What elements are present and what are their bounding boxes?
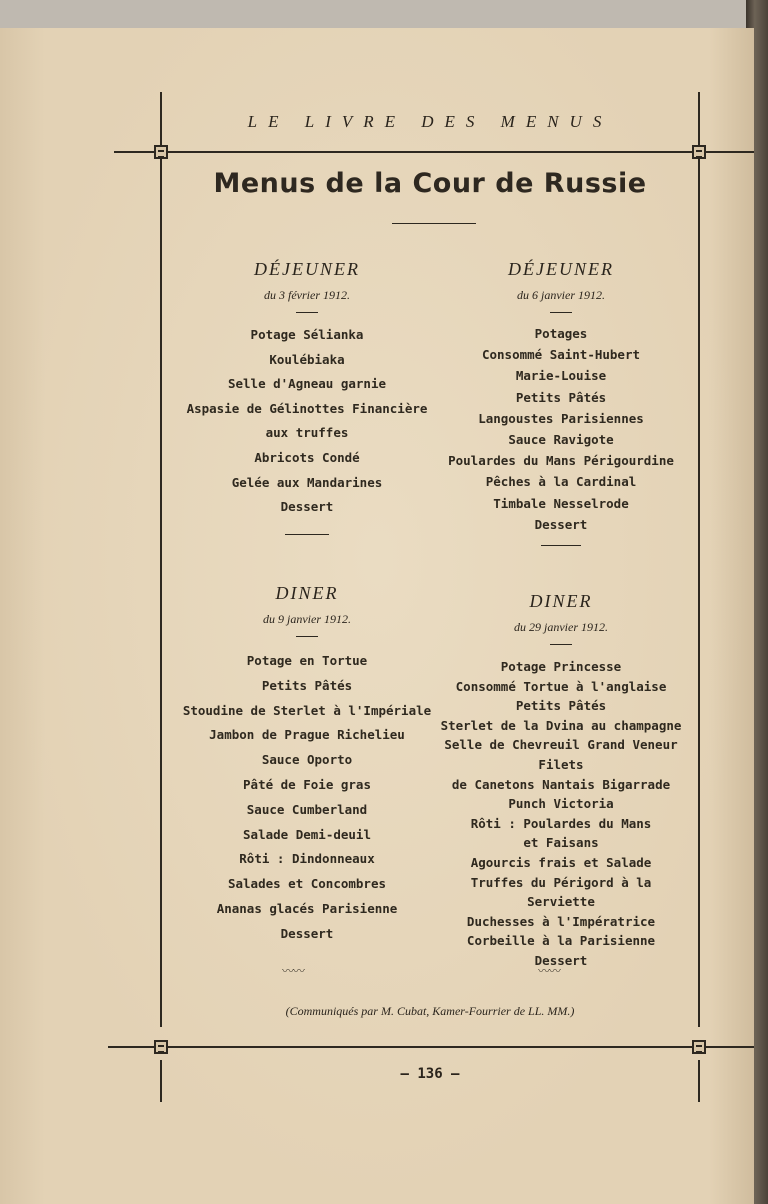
dish-item: Sauce Ravigote [508, 432, 614, 448]
dish-item: Dessert [280, 499, 334, 515]
menu-dejeuner-6-janvier [436, 258, 686, 546]
ornament-bottom-left-icon [154, 1040, 168, 1054]
dish-item: Petits Pâtés [261, 677, 353, 693]
dish-item: et Faisans [523, 835, 599, 851]
wavy-ornament-right-icon: 〰〰 [538, 964, 561, 978]
frame-right-rule [698, 92, 700, 1027]
ornament-bottom-right-icon [692, 1040, 706, 1054]
dish-item: Filets [538, 756, 584, 772]
dish-item: Petits Pâtés [515, 698, 607, 714]
dish-item: Potage Princesse [500, 659, 622, 674]
dish-item: Selle de Chevreuil Grand Veneur [444, 737, 678, 753]
dish-item: Duchesses à l'Impératrice [466, 913, 656, 929]
meal-title: DINER [529, 591, 593, 611]
dish-list [182, 649, 432, 947]
date-rule [296, 312, 318, 313]
wavy-ornament-left-icon: 〰〰 [282, 964, 305, 978]
date-rule [550, 312, 572, 313]
meal-title: DÉJEUNER [254, 259, 360, 279]
dish-item: de Canetons Nantais Bigarrade [451, 776, 671, 792]
menu-dejeuner-3-fevrier [182, 258, 432, 535]
scan-background [0, 0, 768, 28]
dish-item: Pêches à la Cardinal [485, 474, 637, 490]
dish-item: Marie-Louise [515, 368, 607, 384]
meal-date: du 9 janvier 1912. [263, 612, 351, 626]
dish-item: Abricots Condé [254, 449, 360, 465]
dish-item: Timbale Nesselrode [493, 495, 629, 511]
meal-title: DÉJEUNER [508, 259, 614, 279]
dish-list [436, 657, 686, 971]
dish-item: Rôti : Poulardes du Mans [470, 815, 652, 831]
dish-item: Sauce Oporto [261, 752, 353, 768]
meal-date: du 3 février 1912. [264, 288, 350, 302]
meal-date: du 6 janvier 1912. [517, 288, 605, 302]
dish-item: Consommé Saint-Hubert [481, 347, 641, 363]
dish-item: Poulardes du Mans Périgourdine [448, 453, 674, 469]
date-rule [296, 636, 318, 637]
page-number: — 136 — [400, 1066, 460, 1082]
dish-item: Dessert [280, 925, 334, 941]
menu-end-rule [541, 545, 581, 546]
title-underline [392, 223, 476, 224]
dish-item: Ananas glacés Parisienne [216, 900, 398, 916]
dish-item: Petits Pâtés [515, 389, 607, 405]
page-title: Menus de la Cour de Russie [213, 168, 647, 199]
dish-item: Koulébiaka [269, 351, 345, 367]
ornament-top-left-icon [154, 145, 168, 159]
dish-item: Jambon de Prague Richelieu [209, 727, 405, 743]
dish-item: Dessert [534, 516, 588, 532]
dish-item: Corbeille à la Parisienne [466, 933, 656, 949]
dish-item: Potages [534, 326, 588, 341]
dish-item: Potage Sélianka [250, 327, 364, 342]
dish-item: Punch Victoria [508, 796, 614, 812]
dish-item: Consommé Tortue à l'anglaise [455, 678, 667, 694]
dish-item: Potage en Tortue [246, 653, 368, 668]
dish-item: Agourcis frais et Salade [470, 854, 652, 870]
dish-item: Rôti : Dindonneaux [239, 851, 375, 867]
dish-item: Salades et Concombres [227, 876, 387, 892]
frame-left-rule [160, 92, 162, 1027]
running-head: LE LIVRE DES MENUS [247, 112, 613, 131]
dish-item: Dessert [534, 952, 588, 968]
dish-item: Sauce Cumberland [246, 801, 368, 817]
date-rule [550, 644, 572, 645]
dish-item: Langoustes Parisiennes [478, 410, 644, 426]
footnote: (Communiqués par M. Cubat, Kamer-Fourrier de LL. MM.) [285, 1004, 575, 1018]
frame-top-rule [114, 151, 754, 153]
dish-item: aux truffes [265, 425, 349, 441]
dish-item: Sterlet de la Dvina au champagne [440, 717, 682, 733]
menu-end-rule [285, 534, 329, 535]
dish-list [436, 323, 686, 535]
dish-item: Gelée aux Mandarines [231, 474, 383, 490]
dish-item: Selle d'Agneau garnie [227, 376, 387, 392]
dish-item: Salade Demi-deuil [243, 826, 371, 842]
meal-title: DINER [275, 583, 339, 603]
dish-list [182, 323, 432, 520]
dish-item: Stoudine de Sterlet à l'Impériale [182, 702, 432, 718]
menu-diner-29-janvier [436, 590, 686, 971]
menu-diner-9-janvier [182, 582, 432, 947]
ornament-top-right-icon [692, 145, 706, 159]
dish-item: Pâté de Foie gras [243, 776, 371, 792]
frame-bottom-rule [108, 1046, 754, 1048]
dish-item: Aspasie de Gélinottes Financière [186, 400, 428, 416]
meal-date: du 29 janvier 1912. [514, 620, 608, 634]
dish-item: Truffes du Périgord à la Serviette [470, 874, 652, 910]
